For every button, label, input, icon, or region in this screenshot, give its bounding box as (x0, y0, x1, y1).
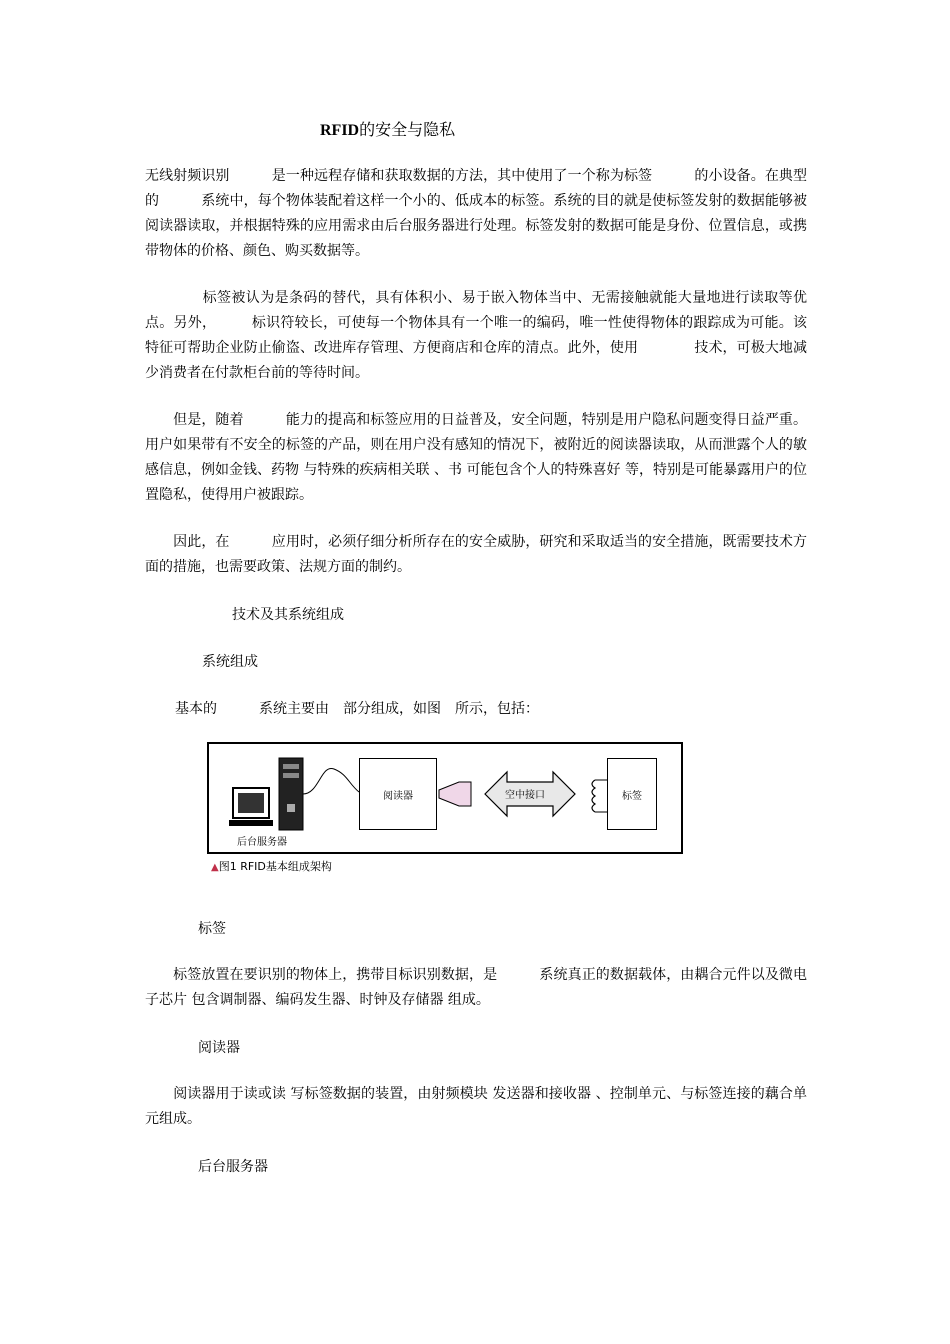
intro-paragraph: 无线射频识别 是一种远程存储和获取数据的方法，其中使用了一个称为标签 的小设备。在典型的 系统中，每个物体装配着这样一个小的、低成本的标签。系统的目的就是使标签发射的数据能够被阅读器读取，并根据特殊的应用需求由后台服务器进行处理。标签发射的数据可能是身份、位置信息，或携带物体的价格、颜色、购买数据等。 (145, 168, 807, 259)
subheading-tag: 标签 (198, 921, 226, 937)
subheading-system: 系统组成 (202, 654, 258, 670)
rfid-architecture-figure (207, 742, 683, 854)
section-heading: 技术及其系统组成 (232, 607, 344, 623)
tower-drive (283, 764, 299, 769)
caption-triangle-icon: ▲ (211, 862, 219, 873)
tower-button (287, 804, 295, 812)
figure-caption: ▲图1 RFID基本组成架构 (211, 860, 332, 873)
server-label: 后台服务器 (237, 837, 287, 848)
keyboard-icon (229, 820, 273, 826)
security-paragraph: 但是，随着 能力的提高和标签应用的日益普及，安全问题，特别是用户隐私问题变得日益严重。用户如果带有不安全的标签的产品，则在用户没有感知的情况下，被附近的阅读器读取，从而泄露个人的敏感信息，例如金钱、药物 与特殊的疾病相关联 、书 可能包含个人的特殊喜好 等，特别是可能暴露用户的位置隐私，使得用户被跟踪。 (145, 412, 807, 503)
tag-box (607, 758, 657, 830)
conclusion-paragraph: 因此，在 应用时，必须仔细分析所存在的安全威胁，研究和采取适当的安全措施，既需要技术方面的措施，也需要政策、法规方面的制约。 (145, 534, 807, 575)
subheading-reader: 阅读器 (198, 1040, 240, 1056)
tag-coil-icon (592, 780, 595, 812)
tower-drive (283, 773, 299, 778)
advantages-paragraph: 标签被认为是条码的替代，具有体积小、易于嵌入物体当中、无需接触就能大量地进行读取等优点。另外， 标识符较长，可使每一个物体具有一个唯一的编码，唯一性使得物体的跟踪成为可能。该特征可帮助企业防止偷盗、改进库存管理、方便商店和仓库的清点。此外，使用 技术，可极大地减少消费者在付款柜台前的等待时间。 (145, 290, 807, 381)
intro-line: 基本的 系统主要由 部分组成，如图 所示，包括： (175, 701, 539, 717)
monitor-screen (238, 793, 264, 813)
reader-box (359, 758, 437, 830)
subheading-server: 后台服务器 (198, 1159, 268, 1175)
tag-label: 标签 (622, 790, 642, 802)
cable-line (303, 768, 359, 794)
reader-label: 阅读器 (383, 790, 413, 802)
reader-paragraph: 阅读器用于读或读 写标签数据的装置，由射频模块 发送器和接收器 、控制单元、与标签连接的藕合单元组成。 (145, 1086, 807, 1127)
tag-paragraph: 标签放置在要识别的物体上，携带目标识别数据，是 系统真正的数据载体，由耦合元件以及微电子芯片 包含调制器、编码发生器、时钟及存储器 组成。 (145, 967, 807, 1008)
air-interface-label: 空中接口 (505, 790, 545, 801)
antenna-connector (439, 782, 471, 806)
document-title: RFID的安全与隐私 (320, 120, 456, 139)
